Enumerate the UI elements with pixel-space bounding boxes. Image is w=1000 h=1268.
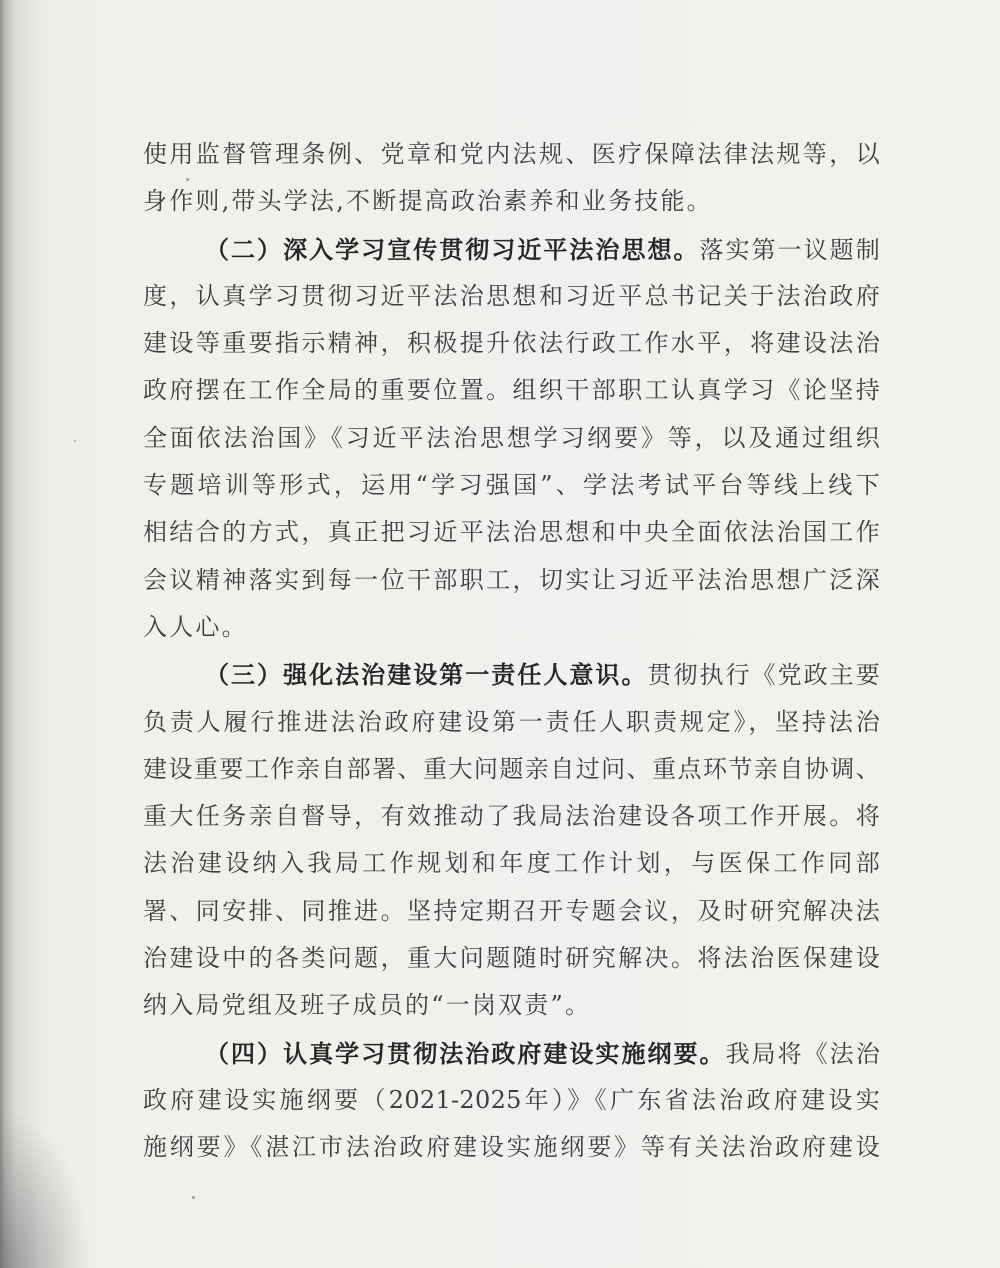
- text-line: [143, 415, 880, 462]
- body-text: [143, 131, 880, 1172]
- line-text: 入人心。: [143, 612, 248, 641]
- text-line: [143, 604, 880, 651]
- line-text: 使用监督管理条例、党章和党内法规、医疗保障法律法规等，以: [143, 140, 880, 168]
- line-text: 法治建设纳入我局工作规划和年度工作计划，与医保工作同部: [143, 849, 880, 878]
- text-line: [143, 367, 880, 414]
- text-line: [143, 793, 880, 840]
- section-heading-2: （二）深入学习宣传贯彻习近平法治思想。: [205, 234, 700, 264]
- line-text: 纳入局党组及班子成员的“一岗双责”。: [143, 991, 592, 1020]
- line-text: 施纲要》《湛江市法治政府建设实施纲要》等有关法治政府建设: [143, 1133, 880, 1162]
- line-text: 全面依法治国》《习近平法治思想学习纲要》等，以及通过组织: [143, 423, 880, 452]
- text-line: [143, 1124, 880, 1171]
- line-text: 负责人履行推进法治政府建设第一责任人职责规定》，坚持法治: [143, 707, 880, 736]
- line-text: 建设等重要指示精神，积极提升依法行政工作水平，将建设法治: [143, 329, 880, 358]
- text-line: [143, 557, 880, 604]
- text-line: [143, 509, 880, 556]
- line-text: 政府摆在工作全局的重要位置。组织干部职工认真学习《论坚持: [143, 376, 880, 405]
- section-heading-line: [143, 1030, 880, 1077]
- section-heading-3: （三）强化法治建设第一责任人意识。: [205, 660, 648, 690]
- text-line: [143, 273, 880, 320]
- text-line: [143, 888, 880, 935]
- text-line: [143, 935, 880, 982]
- line-text: 度，认真学习贯彻习近平法治思想和习近平总书记关于法治政府: [143, 281, 880, 310]
- text-line: [143, 131, 880, 178]
- section-heading-4: （四）认真学习贯彻法治政府建设实施纲要。: [205, 1038, 726, 1068]
- line-text: 相结合的方式，真正把习近平法治思想和中央全面依法治国工作: [143, 518, 880, 547]
- text-line: [143, 462, 880, 509]
- line-text: 落实第一议题制: [699, 235, 880, 264]
- line-text: 会议精神落实到每一位干部职工，切实让习近平法治思想广泛深: [143, 565, 880, 594]
- line-text: 我局将《法治: [725, 1039, 880, 1068]
- scan-speck: [192, 1196, 195, 1199]
- text-line: [143, 699, 880, 746]
- scan-speck: [74, 440, 76, 442]
- text-line: [143, 178, 880, 225]
- line-text: 治建设中的各类问题，重大问题随时研究解决。将法治医保建设: [143, 944, 880, 973]
- line-text: 重大任务亲自督导，有效推动了我局法治建设各项工作开展。将: [143, 802, 880, 831]
- text-line: [143, 320, 880, 367]
- line-text: 身作则,带头学法,不断提高政治素养和业务技能。: [143, 187, 713, 216]
- line-text: 贯彻执行《党政主要: [647, 661, 880, 690]
- section-heading-line: [143, 651, 880, 698]
- text-line: [143, 982, 880, 1029]
- line-text: 政府建设实施纲要（2021-2025年）》《广东省法治政府建设实: [143, 1085, 880, 1114]
- text-line: [143, 1077, 880, 1124]
- line-text: 建设重要工作亲自部署、重大问题亲自过问、重点环节亲自协调、: [143, 754, 880, 783]
- text-line: [143, 840, 880, 887]
- text-line: [143, 746, 880, 793]
- line-text: 专题培训等形式，运用“学习强国”、学法考试平台等线上线下: [143, 471, 880, 500]
- line-text: 署、同安排、同推进。坚持定期召开专题会议，及时研究解决法: [143, 896, 880, 925]
- section-heading-line: [143, 226, 880, 273]
